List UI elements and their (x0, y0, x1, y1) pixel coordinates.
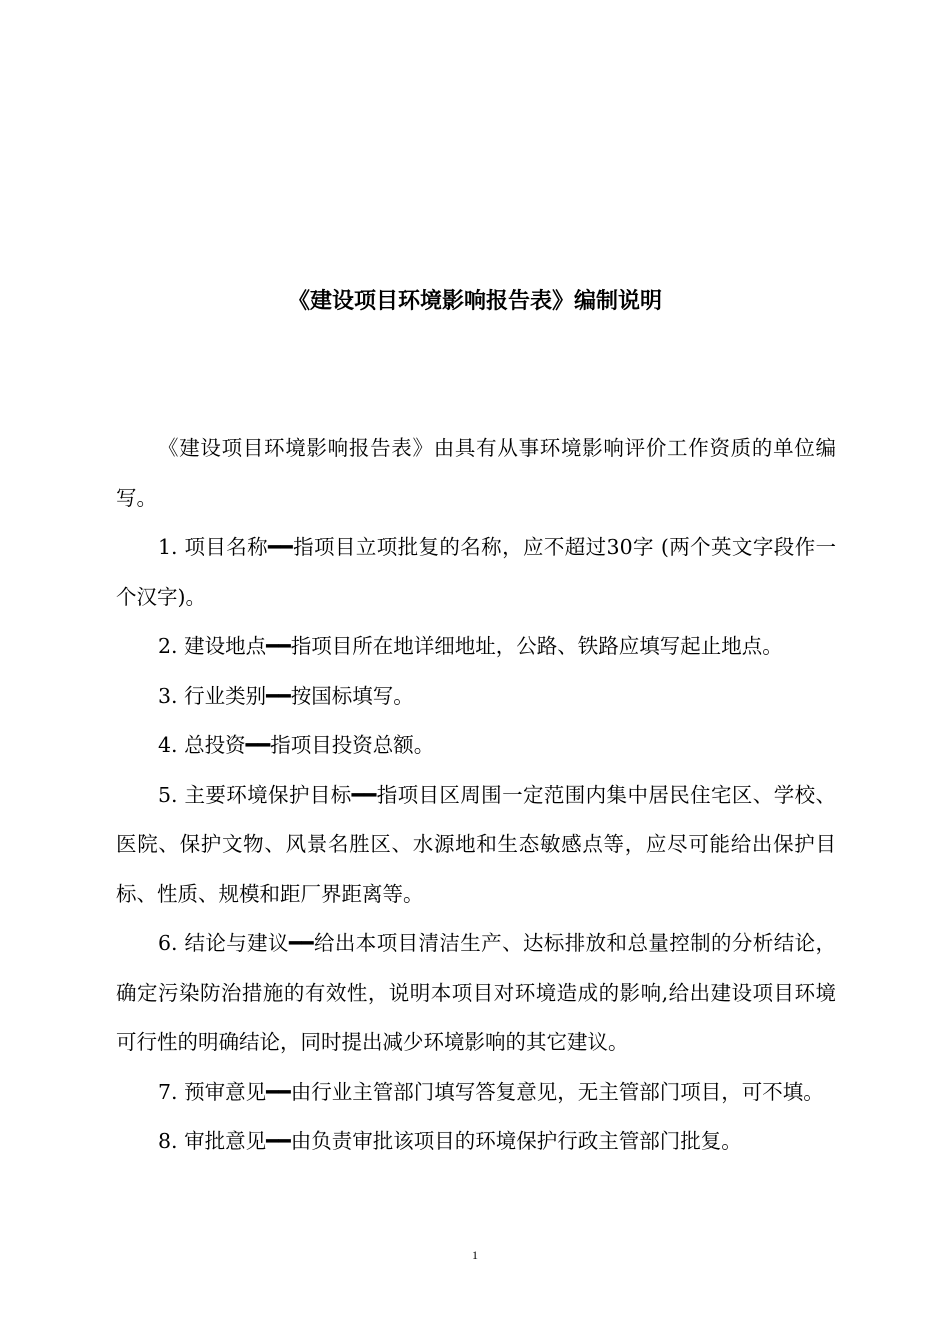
item-conclusions: 6. 结论与建议━━给出本项目清洁生产、达标排放和总量控制的分析结论，确定污染防治措施的有效性，说明本项目对环境造成的影响,给出建设项目环境可行性的明确结论，同时提出减少环境影响的其它建议。 (116, 931, 836, 1054)
item-approval-opinion: 8. 审批意见━━由负责审批该项目的环境保护行政主管部门批复。 (158, 1129, 742, 1153)
item-project-name: 1. 项目名称━━指项目立项批复的名称，应不超过30字 (两个英文字段作一个汉字)。 (116, 535, 836, 609)
intro-paragraph: 《建设项目环境影响报告表》由具有从事环境影响评价工作资质的单位编写。 (116, 436, 836, 510)
document-body (116, 424, 836, 1167)
item-industry-category: 3. 行业类别━━按国标填写。 (158, 683, 414, 708)
item-protection-targets: 5. 主要环境保护目标━━指项目区周围一定范围内集中居民住宅区、学校、医院、保护文物、风景名胜区、水源地和生态敏感点等，应尽可能给出保护目标、性质、规模和距厂界距离等。 (116, 782, 836, 906)
page-number: 1 (472, 1248, 478, 1262)
item-total-investment: 4. 总投资━━指项目投资总额。 (158, 733, 435, 757)
document-title: 《建设项目环境影响报告表》编制说明 (287, 289, 662, 314)
item-construction-site: 2. 建设地点━━指项目所在地详细地址，公路、铁路应填写起止地点。 (158, 634, 783, 658)
item-pre-review-opinion: 7. 预审意见━━由行业主管部门填写答复意见，无主管部门项目，可不填。 (158, 1079, 824, 1104)
